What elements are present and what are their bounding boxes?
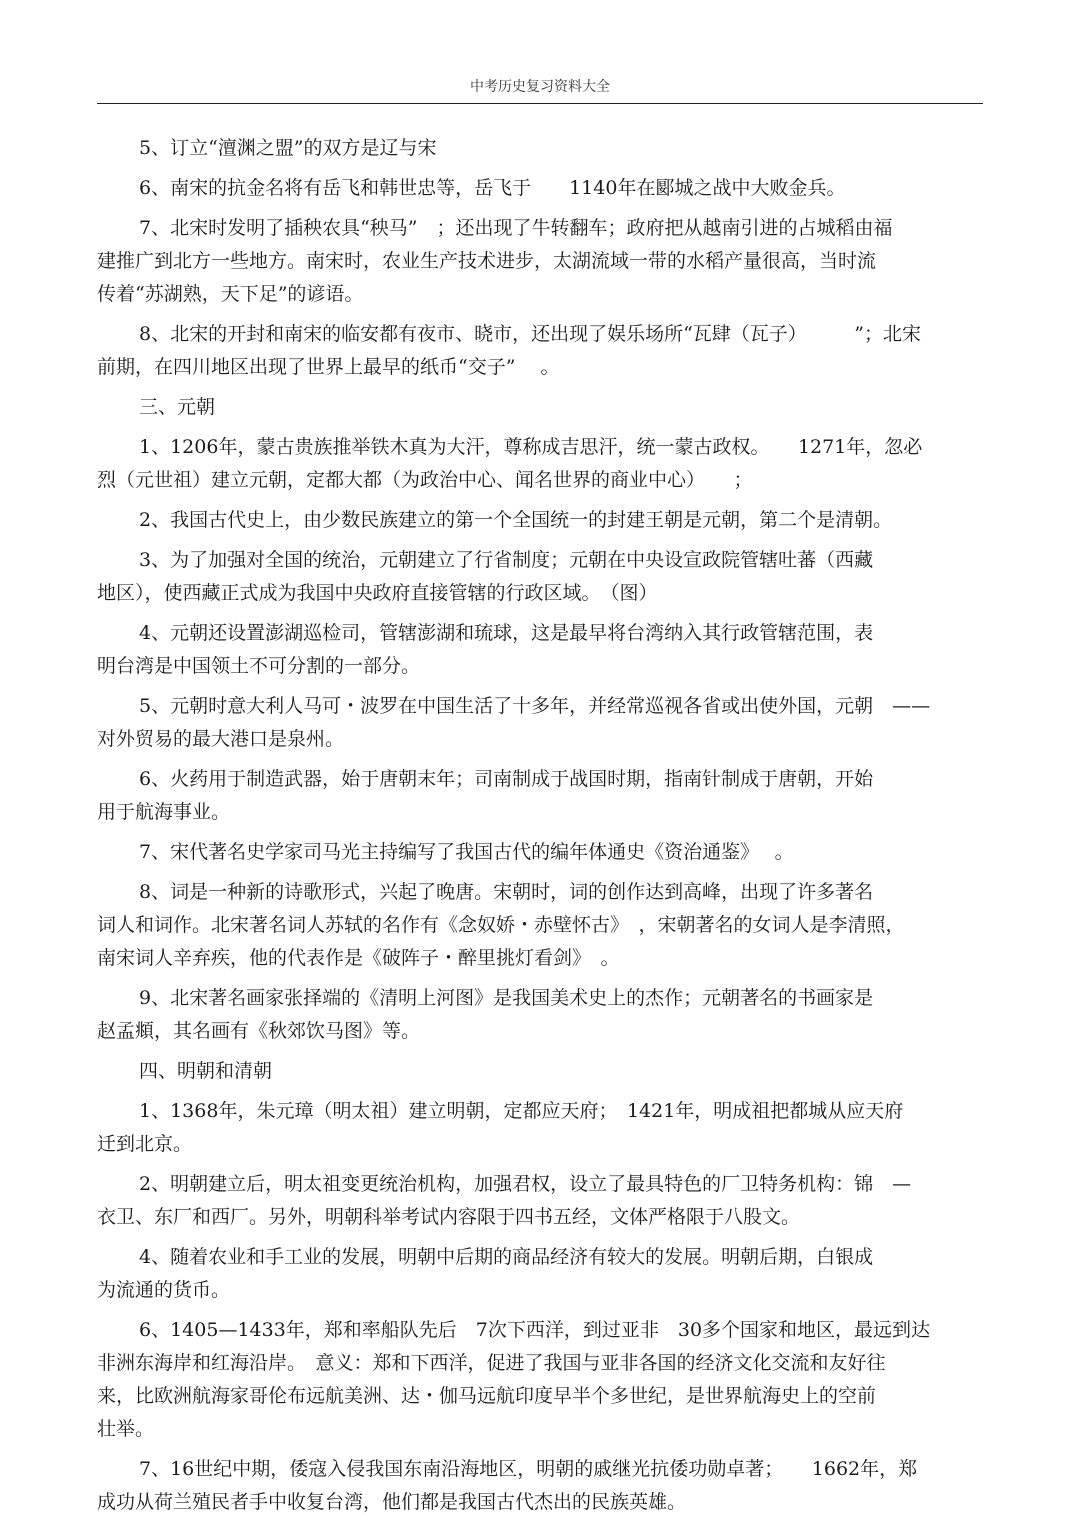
paragraph-line: 衣卫、东厂和西厂。另外，明朝科举考试内容限于四书五经，文体严格限于八股文。 <box>97 1206 801 1228</box>
paragraph <box>97 617 987 683</box>
paragraph-line: 2、明朝建立后，明太祖变更统治机构，加强君权，设立了最具特色的厂卫特务机构：锦 — <box>139 1173 912 1195</box>
paragraph-line: 6、火药用于制造武器，始于唐朝末年；司南制成于战国时期，指南针制成于唐朝，开始 <box>139 768 874 790</box>
paragraph <box>97 504 987 537</box>
page-header: 中考历史复习资料大全 <box>470 79 610 95</box>
paragraph-line: 建推广到北方一些地方。南宋时，农业生产技术进步，太湖流域一带的水稻产量很高，当时流 <box>97 250 877 272</box>
paragraph-line: 用于航海事业。 <box>97 801 231 823</box>
paragraph-line: 烈（元世祖）建立元朝，定都大都（为政治中心、闻名世界的商业中心） ； <box>97 469 753 491</box>
paragraph-line: 1、1368年，朱元璋（明太祖）建立明朝，定都应天府； 1421年，明成祖把都城从应天府 <box>139 1100 904 1122</box>
paragraph-line: 8、词是一种新的诗歌形式，兴起了晚唐。宋朝时，词的创作达到高峰，出现了许多著名 <box>139 881 874 903</box>
paragraph-line: 赵孟頫，其名画有《秋郊饮马图》等。 <box>97 1020 421 1042</box>
paragraph-line: 前期，在四川地区出现了世界上最早的纸币“交子” 。 <box>97 356 560 378</box>
paragraph <box>97 1168 987 1234</box>
paragraph-line: 1、1206年，蒙古贵族推举铁木真为大汗，尊称成吉思汗，统一蒙古政权。 1271年，忽必 <box>139 436 923 458</box>
paragraph <box>97 318 987 384</box>
paragraph-line: 迁到北京。 <box>97 1133 193 1155</box>
paragraph-line: 5、元朝时意大利人马可・波罗在中国生活了十多年，并经常巡视各省或出使外国，元朝 —— <box>139 695 931 717</box>
paragraph-line: 7、北宋时发明了插秧农具“秧马” ；还出现了牛转翻车；政府把从越南引进的占城稻由福 <box>139 217 893 239</box>
paragraph-line: 9、北宋著名画家张择端的《清明上河图》是我国美术史上的杰作；元朝著名的书画家是 <box>139 987 874 1009</box>
paragraph-line: 4、元朝还设置澎湖巡检司，管辖澎湖和琉球，这是最早将台湾纳入其行政管辖范围，表 <box>139 622 874 644</box>
paragraph-line: 为流通的货币。 <box>97 1279 231 1301</box>
paragraph-line: 明台湾是中国领土不可分割的一部分。 <box>97 655 421 677</box>
paragraph <box>97 1241 987 1307</box>
paragraph <box>97 1095 987 1161</box>
paragraph-line: 7、宋代著名史学家司马光主持编写了我国古代的编年体通史《资治通鉴》 。 <box>139 841 794 863</box>
paragraph-line: 对外贸易的最大港口是泉州。 <box>97 728 345 750</box>
document-body <box>97 132 987 1526</box>
paragraph-line: 词人和词作。北宋著名词人苏轼的名作有《念奴娇・赤壁怀古》 ，宋朝著名的女词人是李清照， <box>97 914 905 936</box>
paragraph <box>97 763 987 829</box>
paragraph <box>97 431 987 497</box>
paragraph-line: 8、北宋的开封和南宋的临安都有夜市、晓市，还出现了娱乐场所“瓦肆（瓦子） ”；北宋 <box>139 323 922 345</box>
paragraph-line: 南宋词人辛弃疾，他的代表作是《破阵子・醉里挑灯看剑》 。 <box>97 947 620 969</box>
paragraph-line: 2、我国古代史上，由少数民族建立的第一个全国统一的封建王朝是元朝，第二个是清朝。 <box>139 509 921 531</box>
header-rule <box>97 103 983 104</box>
paragraph <box>97 876 987 975</box>
paragraph-line: 地区），使西藏正式成为我国中央政府直接管辖的行政区域。 （图） <box>97 582 658 604</box>
paragraph <box>97 544 987 610</box>
paragraph-line: 非洲东海岸和红海沿岸。 意义：郑和下西洋，促进了我国与亚非各国的经济文化交流和友好往 <box>97 1352 886 1374</box>
paragraph <box>97 1453 987 1519</box>
paragraph-line: 7、16世纪中期，倭寇入侵我国东南沿海地区，明朝的戚继光抗倭功勋卓著； 1662年，郑 <box>139 1458 918 1480</box>
section-heading: 四、明朝和清朝 <box>139 1060 273 1082</box>
paragraph <box>97 690 987 756</box>
paragraph <box>97 132 987 165</box>
paragraph-line: 壮举。 <box>97 1418 155 1440</box>
paragraph-line: 来，比欧洲航海家哥伦布远航美洲、达・伽马远航印度早半个多世纪，是世界航海史上的空前 <box>97 1385 877 1407</box>
paragraph-line: 6、南宋的抗金名将有岳飞和韩世忠等，岳飞于 1140年在郾城之战中大败金兵。 <box>139 177 846 199</box>
paragraph-line: 传着“苏湖熟，天下足”的谚语。 <box>97 283 364 305</box>
paragraph-line: 4、随着农业和手工业的发展，明朝中后期的商品经济有较大的发展。明朝后期，白银成 <box>139 1246 874 1268</box>
paragraph-line: 6、1405—1433年，郑和率船队先后 7次下西洋，到过亚非 30多个国家和地区，最远到达 <box>139 1319 931 1341</box>
paragraph <box>97 172 987 205</box>
paragraph <box>97 212 987 311</box>
section-heading: 三、元朝 <box>139 396 216 418</box>
paragraph <box>97 982 987 1048</box>
paragraph-line: 成功从荷兰殖民者手中收复台湾，他们都是我国古代杰出的民族英雄。 <box>97 1491 687 1513</box>
paragraph-line: 3、为了加强对全国的统治，元朝建立了行省制度；元朝在中央设宣政院管辖吐蕃（西藏 <box>139 549 874 571</box>
paragraph <box>97 1314 987 1446</box>
paragraph <box>97 836 987 869</box>
paragraph-line: 5、订立“澶渊之盟”的双方是辽与宋 <box>139 137 437 159</box>
